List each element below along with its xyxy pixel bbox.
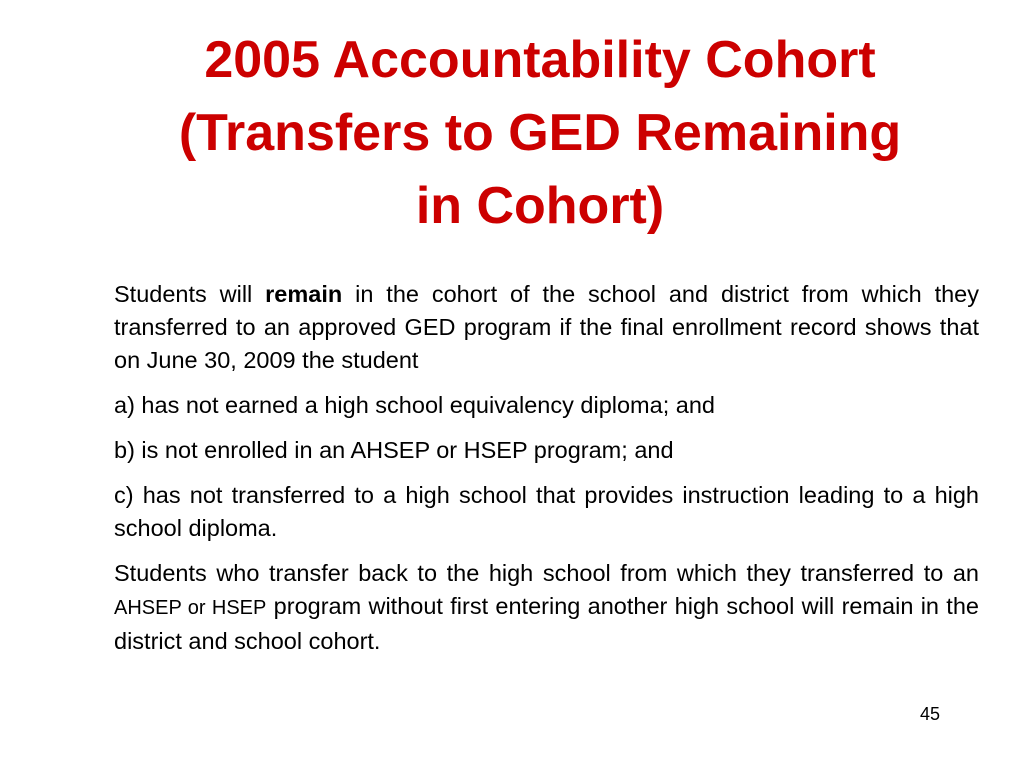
slide-title xyxy=(90,24,990,243)
slide-body xyxy=(114,278,979,670)
page-number: 45 xyxy=(919,704,940,724)
title-line-1: 2005 Accountability Cohort xyxy=(204,31,876,89)
intro-paragraph xyxy=(114,278,979,377)
intro-text-start: Students will xyxy=(114,281,266,307)
emphasis-remain: remain xyxy=(265,281,343,307)
condition-c: c) has not transferred to a high school that provides instruction leading to a high school diploma. xyxy=(114,482,979,541)
condition-a: a) has not earned a high school equivalency diploma; and xyxy=(114,392,715,418)
program-names: AHSEP or HSEP xyxy=(114,597,267,619)
title-line-3: in Cohort) xyxy=(415,177,665,235)
title-line-2: (Transfers to GED Remaining xyxy=(178,104,902,162)
closing-text-end: program without first entering another high school will remain in the district and school cohort. xyxy=(114,593,979,654)
closing-text-start: Students who transfer back to the high school from which they transferred to an xyxy=(114,560,979,586)
intro-text-end: in the cohort of the school and district from which they transferred to an approved GED program if the final enrollment record shows that on June 30, 2009 the student xyxy=(114,281,979,373)
condition-b: b) is not enrolled in an AHSEP or HSEP program; and xyxy=(114,437,674,463)
closing-paragraph xyxy=(114,557,979,658)
